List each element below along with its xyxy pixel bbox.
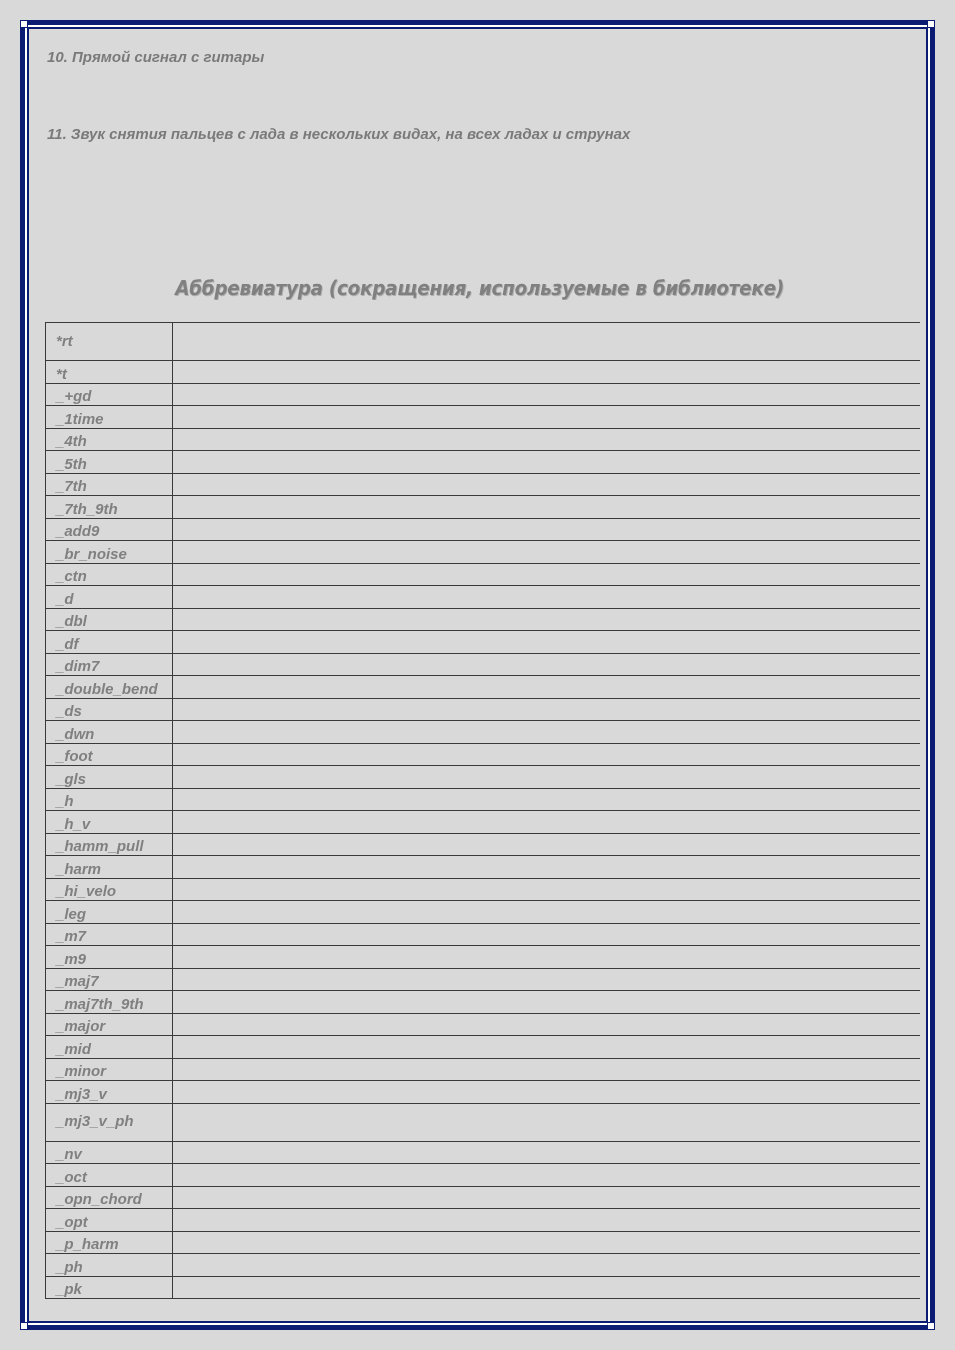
abbreviation-key: _mid	[46, 1036, 173, 1059]
abbreviation-key: _add9	[46, 518, 173, 541]
abbreviation-description	[173, 1013, 921, 1036]
abbreviation-description	[173, 1058, 921, 1081]
abbreviation-key: _dbl	[46, 608, 173, 631]
table-row	[46, 1231, 921, 1254]
abbreviation-key: _pk	[46, 1276, 173, 1299]
section-heading: Аббревиатура (сокращения, используемые в библиотеке)	[175, 276, 784, 300]
abbreviation-description	[173, 496, 921, 519]
abbreviation-table	[45, 322, 920, 1299]
abbreviation-description	[173, 1186, 921, 1209]
abbreviation-description	[173, 428, 921, 451]
abbreviation-key: _dwn	[46, 721, 173, 744]
abbreviation-description	[173, 901, 921, 924]
abbreviation-description	[173, 608, 921, 631]
abbreviation-key: _br_noise	[46, 541, 173, 564]
table-row	[46, 653, 921, 676]
table-row	[46, 1103, 921, 1141]
abbreviation-key: _mj3_v_ph	[46, 1103, 173, 1141]
table-row	[46, 923, 921, 946]
abbreviation-description	[173, 968, 921, 991]
abbreviation-key: _ctn	[46, 563, 173, 586]
abbreviation-description	[173, 563, 921, 586]
abbreviation-key: _7th_9th	[46, 496, 173, 519]
abbreviation-description	[173, 833, 921, 856]
abbreviation-key: _gls	[46, 766, 173, 789]
abbreviation-description	[173, 541, 921, 564]
table-row	[46, 1141, 921, 1164]
table-row	[46, 766, 921, 789]
abbreviation-key: _m9	[46, 946, 173, 969]
abbreviation-description	[173, 361, 921, 384]
corner-ornament-bottom-left	[20, 1322, 28, 1330]
table-row	[46, 743, 921, 766]
abbreviation-key: _p_harm	[46, 1231, 173, 1254]
table-row	[46, 1081, 921, 1104]
abbreviation-description	[173, 923, 921, 946]
abbreviation-description	[173, 406, 921, 429]
abbreviation-description	[173, 856, 921, 879]
abbreviation-key: _4th	[46, 428, 173, 451]
abbreviation-key: _h	[46, 788, 173, 811]
abbreviation-key: _m7	[46, 923, 173, 946]
table-row	[46, 428, 921, 451]
table-row	[46, 901, 921, 924]
table-row	[46, 1013, 921, 1036]
abbreviation-key: _major	[46, 1013, 173, 1036]
list-item-11: 11. Звук снятия пальцев с лада в нескольких видах, на всех ладах и струнах	[47, 126, 631, 143]
table-row	[46, 518, 921, 541]
abbreviation-description	[173, 878, 921, 901]
abbreviation-description	[173, 1276, 921, 1299]
abbreviation-description	[173, 766, 921, 789]
abbreviation-key: *rt	[46, 323, 173, 361]
abbreviation-key: _5th	[46, 451, 173, 474]
abbreviation-key: _foot	[46, 743, 173, 766]
corner-ornament-top-right	[927, 20, 935, 28]
abbreviation-description	[173, 991, 921, 1014]
abbreviation-description	[173, 811, 921, 834]
table-row	[46, 1164, 921, 1187]
abbreviation-description	[173, 1081, 921, 1104]
abbreviation-key: _mj3_v	[46, 1081, 173, 1104]
abbreviation-description	[173, 788, 921, 811]
abbreviation-key: _7th	[46, 473, 173, 496]
table-row	[46, 1209, 921, 1232]
abbreviation-key: _df	[46, 631, 173, 654]
table-row	[46, 473, 921, 496]
abbreviation-key: _minor	[46, 1058, 173, 1081]
table-row	[46, 361, 921, 384]
abbreviation-key: _ph	[46, 1254, 173, 1277]
abbreviation-key: _nv	[46, 1141, 173, 1164]
abbreviation-description	[173, 586, 921, 609]
table-row	[46, 1186, 921, 1209]
table-row	[46, 856, 921, 879]
abbreviation-description	[173, 473, 921, 496]
table-row	[46, 406, 921, 429]
corner-ornament-top-left	[20, 20, 28, 28]
table-row	[46, 1254, 921, 1277]
abbreviation-description	[173, 676, 921, 699]
table-row	[46, 383, 921, 406]
abbreviation-key: _leg	[46, 901, 173, 924]
abbreviation-description	[173, 383, 921, 406]
abbreviation-description	[173, 1164, 921, 1187]
table-row	[46, 811, 921, 834]
table-row	[46, 1276, 921, 1299]
abbreviation-description	[173, 653, 921, 676]
table-row	[46, 968, 921, 991]
abbreviation-description	[173, 1254, 921, 1277]
abbreviation-key: _oct	[46, 1164, 173, 1187]
abbreviation-description	[173, 451, 921, 474]
abbreviation-key: _harm	[46, 856, 173, 879]
table-row	[46, 451, 921, 474]
abbreviation-key: _d	[46, 586, 173, 609]
list-item-10: 10. Прямой сигнал с гитары	[47, 49, 265, 66]
abbreviation-table-body	[46, 323, 921, 1299]
abbreviation-key: *t	[46, 361, 173, 384]
abbreviation-key: _opn_chord	[46, 1186, 173, 1209]
abbreviation-key: _h_v	[46, 811, 173, 834]
abbreviation-key: _dim7	[46, 653, 173, 676]
table-row	[46, 1058, 921, 1081]
table-row	[46, 586, 921, 609]
abbreviation-description	[173, 1209, 921, 1232]
table-row	[46, 991, 921, 1014]
abbreviation-description	[173, 743, 921, 766]
abbreviation-description	[173, 698, 921, 721]
abbreviation-key: _1time	[46, 406, 173, 429]
abbreviation-key: _+gd	[46, 383, 173, 406]
abbreviation-description	[173, 1141, 921, 1164]
abbreviation-key: _opt	[46, 1209, 173, 1232]
table-row	[46, 541, 921, 564]
abbreviation-description	[173, 323, 921, 361]
abbreviation-description	[173, 1103, 921, 1141]
table-row	[46, 676, 921, 699]
abbreviation-key: _hamm_pull	[46, 833, 173, 856]
abbreviation-description	[173, 1231, 921, 1254]
table-row	[46, 496, 921, 519]
abbreviation-key: _maj7	[46, 968, 173, 991]
abbreviation-description	[173, 1036, 921, 1059]
table-row	[46, 833, 921, 856]
corner-ornament-bottom-right	[927, 1322, 935, 1330]
table-row	[46, 608, 921, 631]
table-row	[46, 946, 921, 969]
abbreviation-key: _ds	[46, 698, 173, 721]
abbreviation-description	[173, 518, 921, 541]
table-row	[46, 1036, 921, 1059]
table-row	[46, 323, 921, 361]
table-row	[46, 788, 921, 811]
document-page	[35, 34, 920, 1316]
abbreviation-key: _maj7th_9th	[46, 991, 173, 1014]
table-row	[46, 563, 921, 586]
abbreviation-key: _hi_velo	[46, 878, 173, 901]
table-row	[46, 631, 921, 654]
abbreviation-description	[173, 721, 921, 744]
abbreviation-description	[173, 946, 921, 969]
table-row	[46, 721, 921, 744]
abbreviation-description	[173, 631, 921, 654]
table-row	[46, 878, 921, 901]
abbreviation-key: _double_bend	[46, 676, 173, 699]
table-row	[46, 698, 921, 721]
